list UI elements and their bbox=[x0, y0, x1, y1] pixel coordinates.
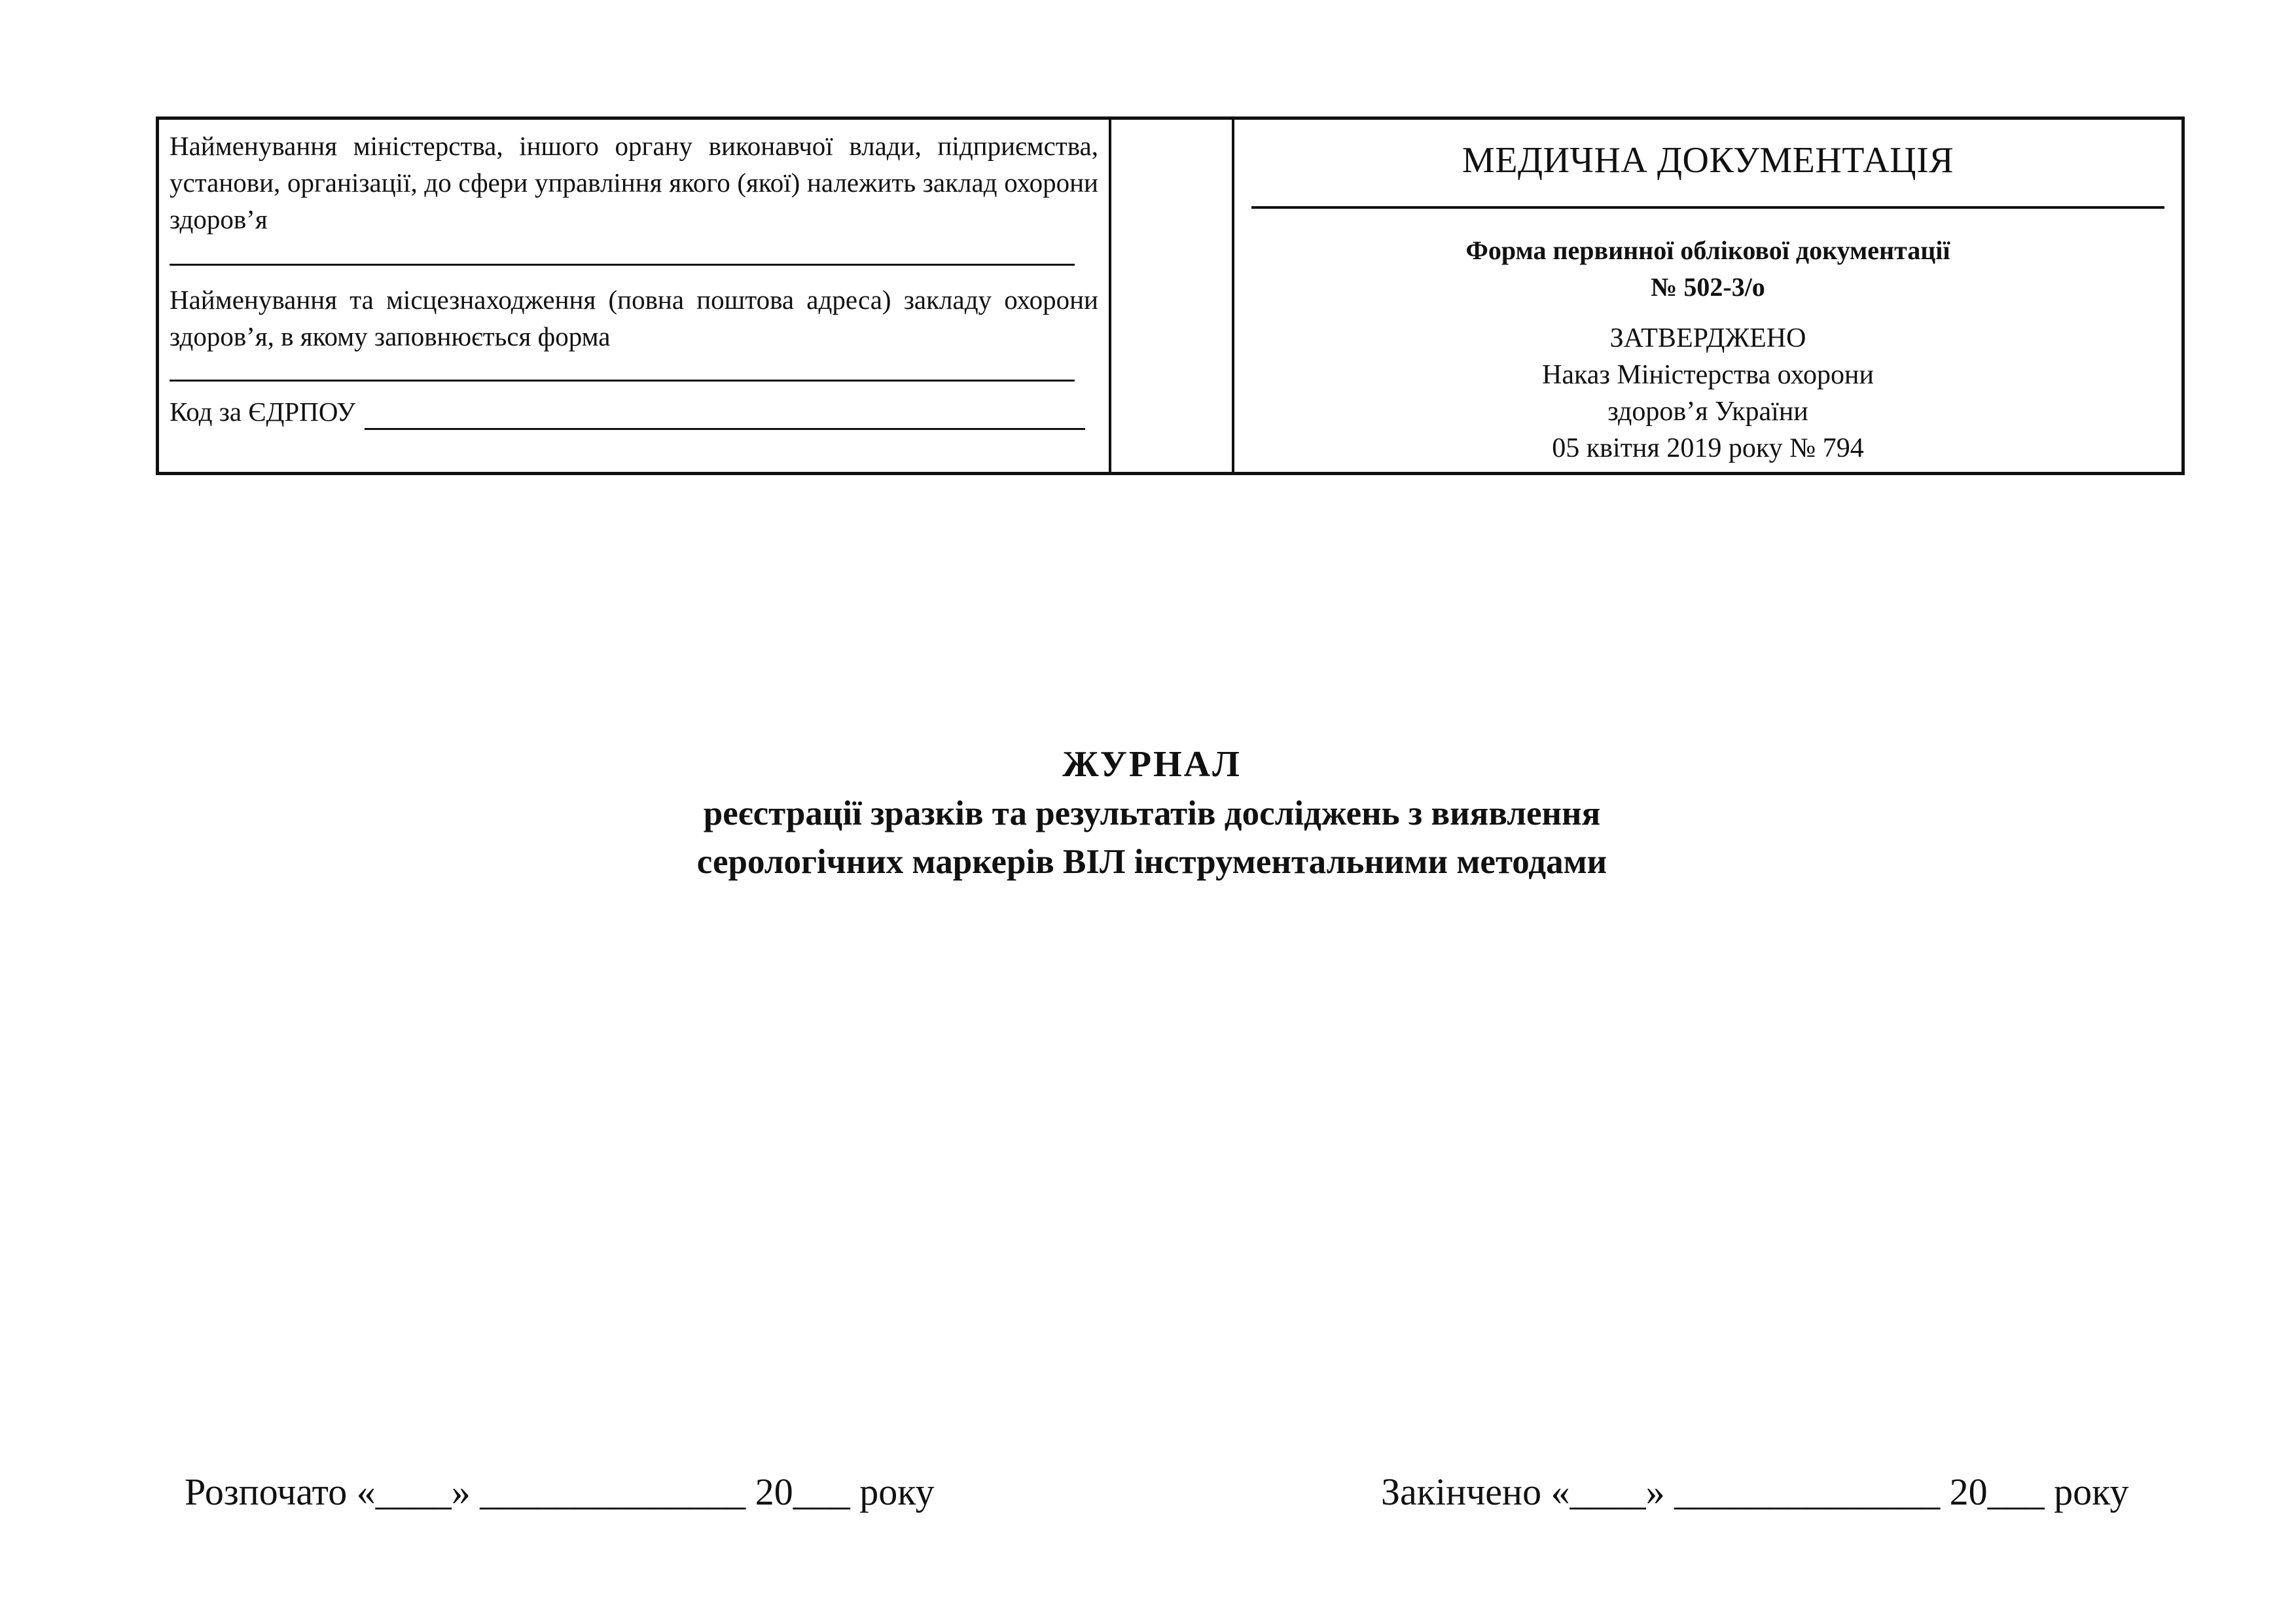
started-date-field: Розпочато «____» ______________ 20___ року bbox=[185, 1471, 935, 1513]
organization-column bbox=[159, 120, 1111, 472]
form-caption bbox=[1251, 232, 2164, 306]
edrpou-label: Код за ЄДРПОУ bbox=[170, 397, 356, 427]
facility-label: Найменування та місцезнаходження (повна поштова адреса) закладу охорони здоров’я, в якому заповнюється форма bbox=[170, 285, 1098, 351]
medical-documentation-title: МЕДИЧНА ДОКУМЕНТАЦІЯ bbox=[1462, 140, 1954, 181]
finished-date-field: Закінчено «____» ______________ 20___ року bbox=[1381, 1471, 2129, 1513]
journal-title-line3: серологічних маркерів ВІЛ інструментальними методами bbox=[696, 843, 1607, 881]
header-box bbox=[156, 116, 2185, 475]
empty-middle-column bbox=[1111, 120, 1234, 472]
approved-order-line1: Наказ Міністерства охорони bbox=[1542, 360, 1874, 390]
ministry-label: Найменування міністерства, іншого органу виконавчої влади, підприємства, установи, організації, до сфери управління якого (якої) належить заклад охорони здоров’я bbox=[170, 131, 1098, 234]
approved-order-line2: здоров’я України bbox=[1607, 397, 1808, 427]
form-number: № 502-3/о bbox=[1651, 272, 1765, 302]
form-caption-line1: Форма первинної облікової документації bbox=[1465, 236, 1950, 265]
edrpou-fill-line bbox=[365, 402, 1085, 430]
ministry-fill-line bbox=[170, 238, 1075, 266]
edrpou-row bbox=[170, 393, 1085, 430]
journal-title bbox=[327, 740, 1977, 886]
facility-fill-line bbox=[170, 355, 1075, 382]
journal-title-line2: реєстрації зразків та результатів досліджень з виявлення bbox=[703, 794, 1601, 832]
approval-block bbox=[1251, 320, 2164, 467]
journal-title-main: ЖУРНАЛ bbox=[1062, 744, 1242, 785]
medical-documentation-underline bbox=[1251, 206, 2164, 209]
approved-order-date: 05 квітня 2019 року № 794 bbox=[1552, 433, 1864, 463]
approval-column bbox=[1234, 120, 2181, 472]
approved-label: ЗАТВЕРДЖЕНО bbox=[1609, 323, 1806, 353]
